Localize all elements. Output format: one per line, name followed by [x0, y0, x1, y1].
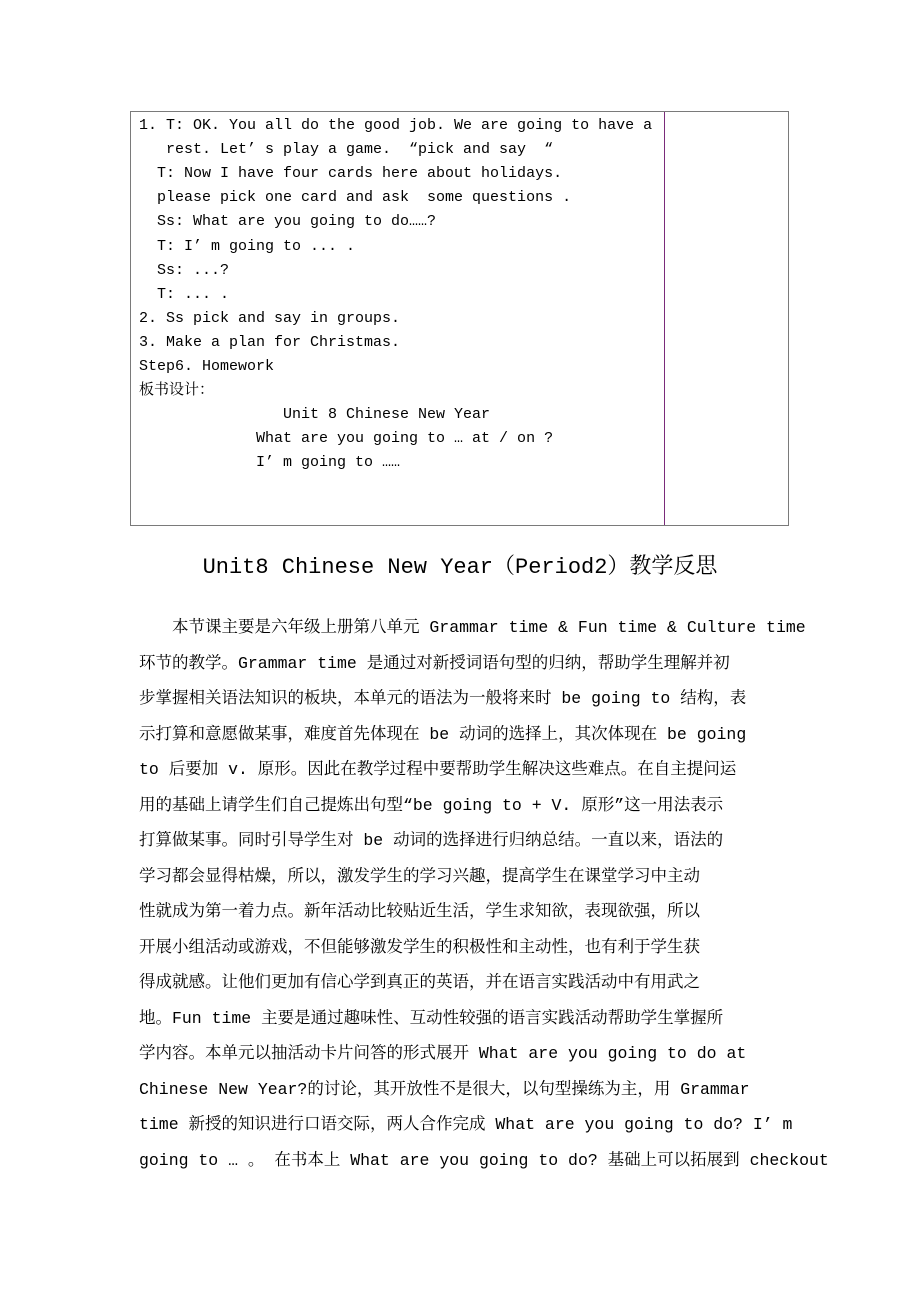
paragraph-line: 得成就感。让他们更加有信心学到真正的英语，并在语言实践活动中有用武之 — [139, 973, 700, 992]
paragraph-line: 环节的教学。Grammar time 是通过对新授词语句型的归纳，帮助学生理解并初 — [139, 653, 730, 673]
table-line: What are you going to … at / on ? — [139, 430, 554, 448]
paragraph-line: 打算做某事。同时引导学生对 be 动词的选择进行归纳总结。一直以来，语法的 — [139, 831, 724, 850]
paragraph-line: 学习都会显得枯燥，所以，激发学生的学习兴趣，提高学生在课堂学习中主动 — [139, 866, 700, 886]
table-line: 1. T: OK. You all do the good job. We are going to have a — [139, 117, 653, 134]
paragraph-line: Chinese New Year?的讨论，其开放性不是很大，以句型操练为主，用 Grammar — [139, 1079, 750, 1099]
reflection-title: Unit8 Chinese New Year（Period2）教学反思 — [202, 555, 718, 580]
paragraph-line: 本节课主要是六年级上册第八单元 Grammar time & Fun time & Culture time — [172, 618, 806, 637]
table-line: T: Now I have four cards here about holidays. — [139, 165, 563, 183]
table-line: please pick one card and ask some questions . — [139, 189, 572, 207]
table-line: I’ m going to …… — [139, 454, 401, 472]
table-line: rest. Let’ s play a game. “pick and say “ — [139, 141, 554, 159]
table-line: T: I’ m going to ... . — [139, 237, 356, 255]
table-line: 3. Make a plan for Christmas. — [139, 333, 401, 351]
paragraph-line: 开展小组活动或游戏，不但能够激发学生的积极性和主动性，也有利于学生获 — [139, 937, 700, 957]
lesson-table — [130, 111, 789, 526]
paragraph-line: 步掌握相关语法知识的板块，本单元的语法为一般将来时 be going to 结构，表 — [139, 689, 747, 708]
paragraph-line: 地。Fun time 主要是通过趣味性、互动性较强的语言实践活动帮助学生掌握所 — [139, 1008, 724, 1028]
table-column-divider — [664, 112, 665, 525]
table-line: Ss: What are you going to do……? — [139, 213, 437, 231]
table-line: Ss: ...? — [139, 261, 230, 279]
paragraph-line: to 后要加 v. 原形。因此在教学过程中要帮助学生解决这些难点。在自主提问运 — [139, 760, 737, 779]
table-line: 板书设计： — [139, 382, 215, 400]
paragraph-line: 示打算和意愿做某事，难度首先体现在 be 动词的选择上，其次体现在 be going — [139, 724, 747, 744]
paragraph-line: going to … 。 在书本上 What are you going to do? 基础上可以拓展到 checkout — [139, 1150, 829, 1170]
paragraph-line: 学内容。本单元以抽活动卡片问答的形式展开 What are you going to do at — [139, 1044, 747, 1063]
table-line: Step6. Homework — [139, 358, 275, 375]
table-line: Unit 8 Chinese New Year — [139, 406, 491, 424]
table-line: 2. Ss pick and say in groups. — [139, 309, 401, 327]
paragraph-line: 性就成为第一着力点。新年活动比较贴近生活，学生求知欲，表现欲强，所以 — [139, 902, 700, 921]
paragraph-line: time 新授的知识进行口语交际，两人合作完成 What are you going to do? I’ m — [139, 1115, 793, 1134]
table-line: T: ... . — [139, 285, 230, 303]
paragraph-line: 用的基础上请学生们自己提炼出句型“be going to + V. 原形”这一用法表示 — [139, 795, 724, 815]
